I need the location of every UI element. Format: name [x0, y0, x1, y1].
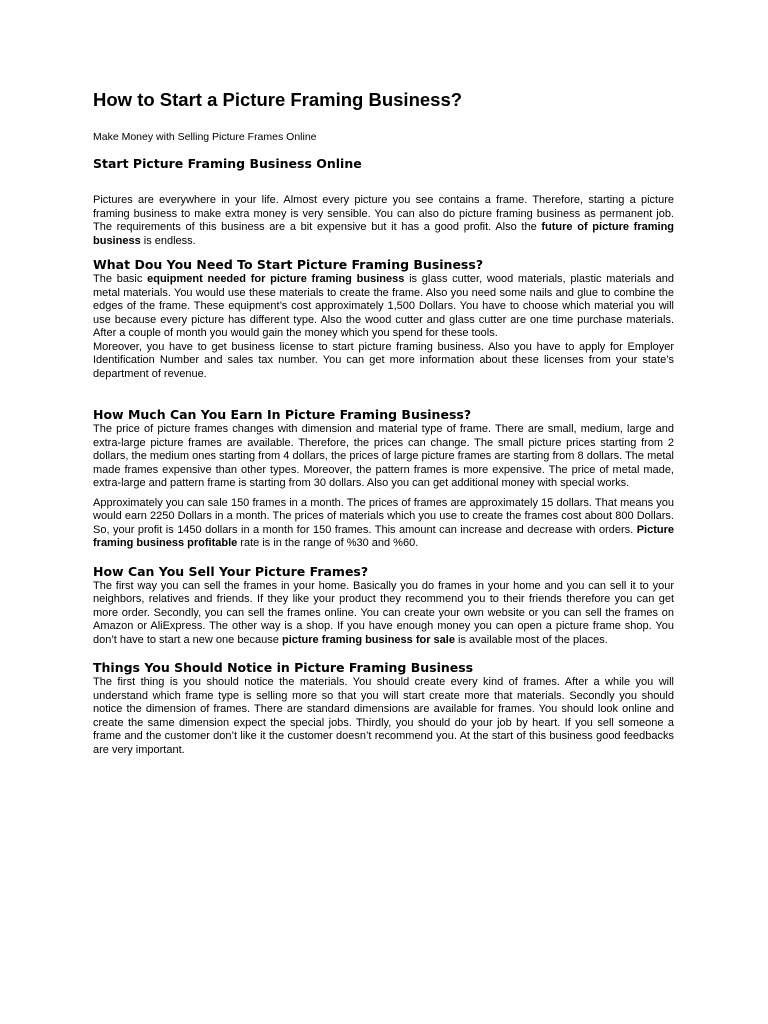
- bold-phrase: equipment needed for picture framing business: [147, 273, 405, 285]
- page-subtitle: Make Money with Selling Picture Frames Online: [93, 131, 317, 143]
- section-heading-earn: How Much Can You Earn In Picture Framing Business?: [93, 407, 472, 422]
- paragraph-sell-ways: [93, 580, 674, 648]
- bold-phrase: Picture framing business profitable: [93, 523, 674, 549]
- section-heading-online: Start Picture Framing Business Online: [93, 156, 362, 171]
- bold-phrase: picture framing business for sale: [281, 633, 455, 646]
- text-run: Pictures are everywhere in your life. Almost every picture you see contains a frame. Therefore, starting a picture framing business to make extra money is very sensible. You can also do picture framing business as permanent job. The requirements of this business are a bit expensive but it has a good profit. Also the: [93, 194, 674, 233]
- bold-phrase: future of picture framing business: [93, 221, 675, 247]
- section-heading-notice: Things You Should Notice in Picture Framing Business: [93, 660, 474, 675]
- paragraph-need-equipment: [93, 273, 674, 341]
- paragraph-notice-tips: The first thing is you should notice the materials. You should create every kind of frames. After a while you will understand which frame type is selling more so that you will start create more that materials. Secondly you should notice the dimension of frames. There are standard dimensions are available for frames. You should look online and create the same dimension expect the special jobs. Thirdly, you should do your job by heart. If you sell someone a frame and the customer don’t like it the customer doesn’t recommend you. At the start of this business good feedbacks are very important.: [93, 676, 674, 756]
- paragraph-earn-profit: [93, 497, 674, 551]
- text-run: rate is in the range of %30 and %60.: [237, 537, 419, 549]
- text-run: is endless.: [140, 234, 196, 247]
- text-run: The basic: [93, 273, 148, 285]
- paragraph-need-license: Moreover, you have to get business license to start picture framing business. Also you have to apply for Employer Identification Number and sales tax number. You can get more information about these licenses from your state’s department of revenue.: [93, 340, 674, 380]
- paragraph-online-intro: [93, 194, 674, 248]
- document-page: [93, 88, 674, 757]
- text-run: is available most of the places.: [454, 633, 608, 646]
- page-title: How to Start a Picture Framing Business?: [93, 89, 463, 110]
- paragraph-earn-prices: The price of picture frames changes with dimension and material type of frame. There are small, medium, large and extra-large picture frames are available. Therefore, the prices can change. The small picture prices starting from 2 dollars, the medium ones starting from 4 dollars, the prices of large picture frames are starting from 8 dollars. The metal made frames expensive than other types. Moreover, the pattern frames is more expensive. The price of metal made, extra-large and pattern frame is starting from 30 dollars. Also you can get additional money with special works.: [93, 423, 674, 489]
- section-heading-need: What Dou You Need To Start Picture Framing Business?: [93, 257, 484, 272]
- text-run: The first way you can sell the frames in your home. Basically you do frames in your home and you can sell it to your neighbors, relatives and friends. If they like your product they recommend you to their friends therefore you can get more order. Secondly, you can sell the frames online. You can create your own website or you can sell the frames on Amazon or AliExpress. The other way is a shop. If you have enough money you can open a picture frame shop. You don’t have to start a new one because: [93, 579, 674, 646]
- text-run: Approximately you can sale 150 frames in a month. The prices of frames are approximately 15 dollars. That means you would earn 2250 Dollars in a month. The prices of materials which you use to create the frames cost about 800 Dollars. So, your profit is 1450 dollars in a month for 150 frames. This amount can increase and decrease with orders.: [93, 496, 674, 536]
- section-heading-sell: How Can You Sell Your Picture Frames?: [93, 563, 369, 579]
- text-run: is glass cutter, wood materials, plastic materials and metal materials. You would use these materials to create the frame. Also you need some nails and glue to combine the edges of the frame. These equipment’s cost approximately 1,500 Dollars. You have to choose which material you will use because every picture has different type. Also the wood cutter and glass cutter are one time purchase materials. After a couple of month you would gain the money which you spend for these tools.: [93, 273, 674, 339]
